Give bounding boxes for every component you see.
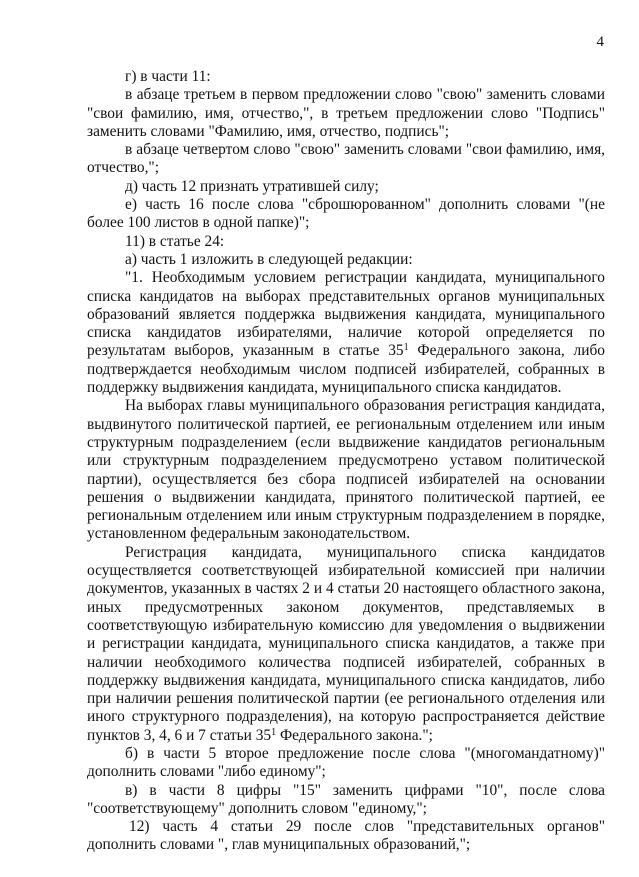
quote-part-1-text: "1. Необходимым условием регистрации кандидата, муниципального списка кандидатов на выборах представительных органов муниципальных образований является поддержка выдвижения кандидата, муниципального списка кандидатов избирателями, наличие которой определяется по результатам выборов, указанным в статье 35	[87, 269, 605, 360]
paragraph-item-b: б) в части 5 второе предложение после слова "(многомандатному)" дополнить словами "либо единому";	[87, 744, 605, 781]
paragraph-item-a: а) часть 1 изложить в следующей редакции:	[125, 250, 413, 268]
registration-text-end: Федерального закона.";	[276, 726, 433, 744]
superscript: 1	[403, 342, 409, 354]
superscript: 1	[271, 726, 277, 738]
paragraph-item-d: д) часть 12 признать утратившей силу;	[125, 177, 379, 195]
page-number: 4	[596, 34, 604, 50]
document-body	[87, 68, 605, 855]
paragraph-article-24: 11) в статье 24:	[125, 232, 225, 250]
quote-part-1-text-end: Федерального закона, либо подтверждается необходимым числом подписей избирателей, собранных в поддержку выдвижения кандидата, муниципального списка кандидатов.	[87, 342, 605, 397]
paragraph-registration	[87, 544, 605, 745]
paragraph-fourth-abzac: в абзаце четвертом слово "свою" заменить словами "свои фамилию, имя, отчество,";	[87, 141, 605, 177]
paragraph-item-v: в) в части 8 цифры "15" заменить цифрами "10", после слова "соответствующему" дополнить словом "единому,";	[87, 781, 605, 817]
paragraph-item-g: г) в части 11:	[125, 68, 211, 85]
paragraph-third-abzac: в абзаце третьем в первом предложении слово "свою" заменить словами "свои фамилию, имя, отчество,", в третьем предложении слово "Подпись" заменить словами "Фамилию, имя, отчество, подпись";	[87, 86, 605, 140]
paragraph-article-29: 12) часть 4 статьи 29 после слов "представительных органов" дополнить словами ", глав муниципальных образований,";	[87, 818, 605, 854]
paragraph-item-e: е) часть 16 после слова "сброшюрованном" дополнить словами "(не более 100 листов в одной папке)";	[87, 196, 605, 232]
registration-text: Регистрация кандидата, муниципального списка кандидатов осуществляется соответствующей избирательной комиссией при наличии документов, указанных в частях 2 и 4 статьи 20 настоящего областного закона, иных предусмотренных законом документов, представляемых в соответствующую избирательную комиссию для уведомления о выдвижении и регистрации кандидата, муниципального списка кандидатов, а также при наличии необходимого количества подписей избирателей, собранных в поддержку выдвижения кандидата, муниципального списка кандидатов, либо при наличии решения политической партии (ее регионального отделения или иного структурного подразделения), на которую распространяется действие пунктов 3, 4, 6 и 7 статьи 35	[87, 543, 605, 744]
paragraph-quote-part-1	[87, 269, 605, 397]
paragraph-head-election: На выборах главы муниципального образования регистрация кандидата, выдвинутого политической партией, ее региональным отделением или иным структурным подразделением (если выдвижение кандидатов региональным или структурным подразделением предусмотрено уставом политической партии), осуществляется без сбора подписей избирателей на основании решения о выдвижении кандидата, принятого политической партией, ее региональным отделением или иным структурным подразделением в порядке, установленном федеральным законодательством.	[87, 397, 605, 543]
